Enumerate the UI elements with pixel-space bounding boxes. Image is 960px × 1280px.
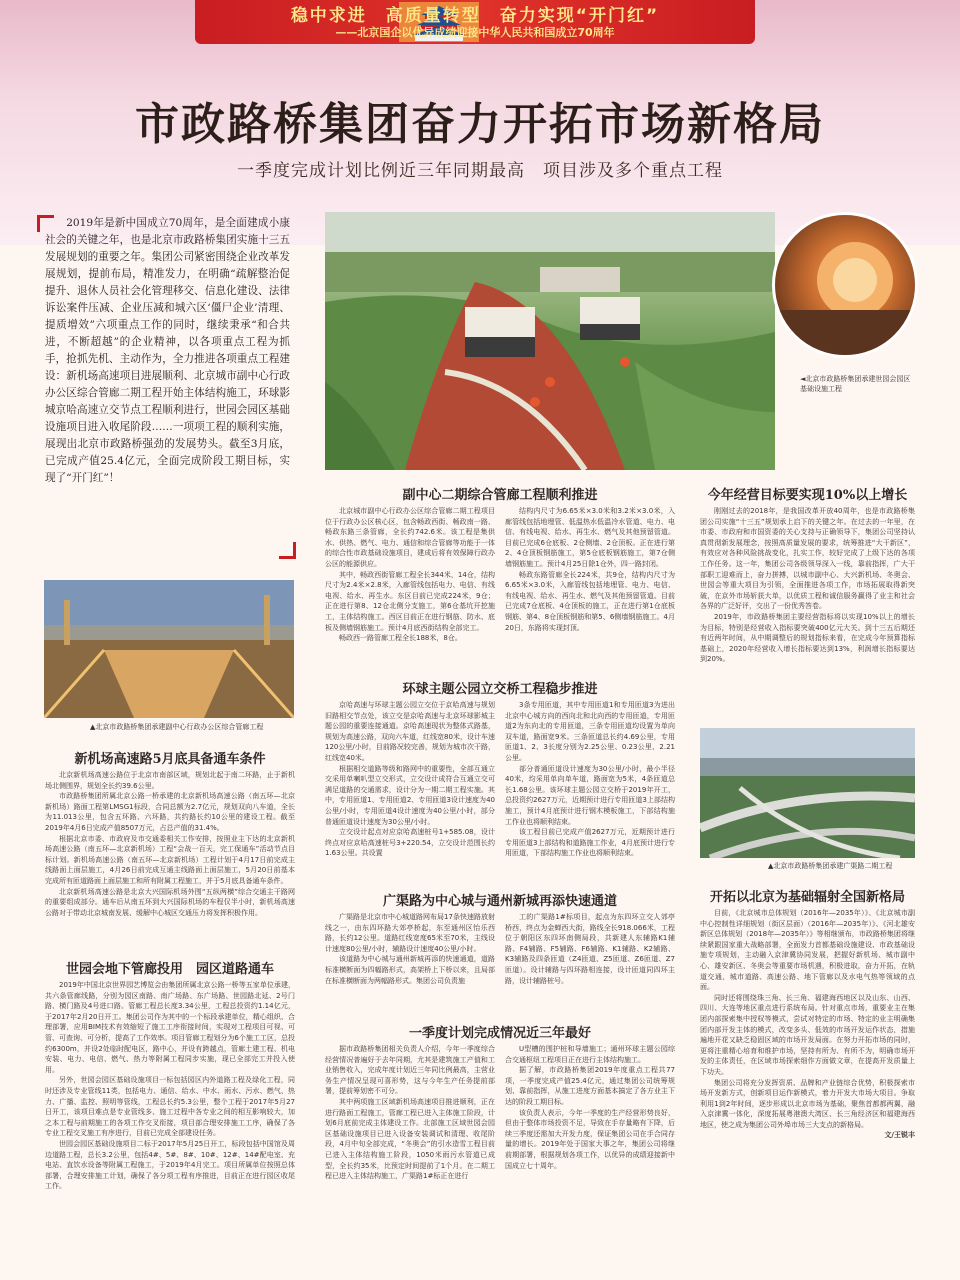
paragraph: 立交设计起点对应京哈高速桩号1+585.08，设计终点对应京哈高速桩号3+220.54，立交设计范围长约1.63公里。共设置 bbox=[325, 828, 495, 858]
quote-open-mark bbox=[37, 215, 54, 232]
section-body-growth bbox=[700, 506, 915, 721]
caption-circle-photo: ◄北京市政路桥集团承建世园会园区基础设施工程 bbox=[800, 375, 911, 393]
section-body-guangqu bbox=[325, 912, 495, 1012]
author-byline: 文/王锐丰 bbox=[884, 1131, 915, 1140]
section-title-pipe: 副中心二期综合管廊工程顺利推进 bbox=[402, 488, 598, 503]
caption-bridge-photo: ▲北京市政路桥集团承建广渠路二期工程 bbox=[768, 862, 893, 870]
paragraph: 畅政东路管廊全长224米，共9仓，结构内尺寸为6.65米×3.0米，入廊管线包括地埋管、电力、电信、有线电视、给水、再生水、燃气及其他预留管道。目前已完成7仓底板、4仓顶板的施工，正在进行第1仓底板钢筋、第4、8仓顶板钢筋和第5、6侧墙钢筋施工。4月20日，东路将实现封顶。 bbox=[505, 570, 675, 632]
pipe-gallery-illustration bbox=[775, 215, 915, 355]
paragraph: 畅政西一路管廊工程全长188米，8仓。 bbox=[339, 634, 462, 643]
section-body-airport bbox=[45, 770, 295, 948]
section-body-park bbox=[325, 700, 495, 875]
paragraph: 该负责人表示，今年一季度的生产经营形势良好，但由于整体市场投资不足，导致在手存量略有下降，后续三季度还需加大开发力度，保证集团公司在手合同存量的增长。2019年处于国家大事之年，集团公司将继前期部署，根据规划各项工作，以优异的成绩迎接新中国成立七十周年。 bbox=[505, 1108, 675, 1170]
section-title-park: 环球主题公园立交桥工程稳步推进 bbox=[402, 682, 598, 697]
quote-close-mark bbox=[279, 542, 296, 559]
paragraph: 根据相交道路等级和路网中的重要性，全部互通立交采用单喇叭型立交形式，立交设计成符合互通立交可满足道路的交通需求，设计分为一期二期工程实施。其中，专用匝道1、专用匝道2、专用匝道3设计速度为40公里/小时，专用匝道4设计速度为40公里/小时，部分普通匝道设计速度为30公里/小时。 bbox=[325, 764, 495, 826]
paragraph: 部分普通匝道设计速度为30公里/小时，最小半径40米，均采用单向单车道，路面宽为5米，4条匝道总长1.68公里。该环球主题公园立交桥于2019年开工，总投资约2627万元，近期预计进行专用匝道3上部结构施工，预计4月底预计进行钢木模板施工，下部结构施工作业也将顺利结束。 bbox=[505, 764, 675, 826]
main-photo-road-paving bbox=[325, 212, 775, 470]
paragraph: 另外，世园会园区基础设施项目一标包括园区内外道路工程及绿化工程，同时还涉及专业管线11类，包括电力、通信、给水、中水、雨水、污水、燃气、热力、广播、监控、照明等管线，工程总长约5.3公里，整个工程于2017年5月27日开工，该项目难点是专业管线多、施工过程中各专业之间的相互影响较大，加之本工程与前期施工的各项工作交叉衔接，项目部合理安排施工工序，确保了各专业工程交叉施工有序进行，目前已完成全部建设任务。 bbox=[45, 1076, 295, 1138]
paragraph: 据了解，市政路桥集团2019年度重点工程共77项，一季度完成产值25.4亿元，通过集团公司统筹规划、靠前指挥，从施工进度方面基本搞定了各方业主下达的阶段工期目标。 bbox=[505, 1066, 675, 1106]
paragraph: 根据北京市委、市政府及市交通委相关工作安排，按照业主下达的北京新机场高速公路（南五环—北京新机场）工程“会战一百天，完工保通车”活动节点目标计划。新机场高速公路（南五环—北京新机场）工程计划于4月17日前完成主线路面上面层施工，4月26日前完成互通主线路面上面层施工，5月20日前基本完成所有匝道路面上面层施工和所有附属工程施工，并于5月底具备通车条件。 bbox=[45, 834, 295, 885]
section-body-radial bbox=[700, 908, 915, 1258]
tunnel-construction-illustration bbox=[44, 580, 294, 718]
section-body-pipe-cont bbox=[505, 506, 675, 686]
paragraph: 广渠路是北京市中心城道路网布局17条快速路放射线之一，由东四环路大郊亭桥起，东至通州区怡乐西路，长约12公里。道路红线宽度65米至70米，主线设计速度80公里/小时，辅路设计速度40公里/小时。 bbox=[325, 913, 495, 953]
paragraph: 北京新机场高速公路是北京大兴国际机场外围“五纵两横”综合交通主干路网的重要组成部分。通车后从南五环到大兴国际机场的车程仅半小时，新机场高速公路对于带动北京城南发展、缓解中心城区交通压力将发挥积极作用。 bbox=[45, 887, 295, 917]
paragraph: 京哈高速与环球主题公园立交位于京哈高速与规划旧路相交节点处，该立交是京哈高速与北京环球影城主题公园的重要连接通道。京哈高速现状为整体式路基，规划为高速公路，双向六车道，红线宽80米，设计车速120公里/小时，目前路况较完善，规划为城市次干路，红线宽40米。 bbox=[325, 701, 495, 762]
paragraph: 同时还将围绕珠三角、长三角、福建海西地区以及山东、山西、四川、大连等地区重点进行系统布局。针对重点市场，重要业主在集团内部探索集中授权等模式，尝试对特定的市场、特定的业主明确集团内部开发主体的模式，改变多头、低效的市场开发运作状态，措施遍地开花又缺乏稳固区域的市场开发局面。在努力开拓市场的同时，更将注重精心培育和维护市场，坚持有所为、有所不为，明确市场开发的主体责任，在区域市场探索细作方面做文章，在提高开发质量上下功夫。 bbox=[700, 993, 915, 1076]
page-subheadline: 一季度完成计划比例近三年同期最高 项目涉及多个重点工程 bbox=[237, 161, 723, 181]
paragraph: 3条专用匝道，其中专用匝道1和专用匝道3为进出北京中心城方向的西向北和北向西的专用匝道，专用匝道2为东向北的专用匝道，三条专用匝道均设置为单向双车道，路面宽9米。三条匝道总长约4.69公里，专用匝道1、2、3长度分别为2.25公里、0.23公里、2.21公里。 bbox=[505, 701, 675, 762]
paragraph: 目前，《北京城市总体规划（2016年—2035年）》、《北京城市副中心控制性详细规划（街区层面）（2016年—2035年）》、《河北雄安新区总体规划（2018年—2035年）》等相继颁布，市政路桥集团将继续紧跟国家重大战略部署，全面发力首都基础设施建设、市政基础设施专项规划，主动融入京津冀协同发展，把握好新机场、城市副中心、雄安新区、冬奥会等重要市场机遇，积极进取，奋力开拓，在轨道交通、城市道路、高速公路、地下管廊以及水电气热等领域的点面。 bbox=[700, 909, 915, 992]
section-title-growth: 今年经营目标要实现10%以上增长 bbox=[707, 488, 908, 503]
section-body-expo bbox=[45, 980, 295, 1260]
highway-interchange-illustration bbox=[700, 728, 915, 858]
caption-tunnel-photo: ▲北京市政路桥集团承建副中心行政办公区综合管廊工程 bbox=[90, 723, 264, 731]
section-body-quarter-cont bbox=[505, 1044, 675, 1254]
section-title-quarter: 一季度计划完成情况近三年最好 bbox=[408, 1026, 591, 1041]
road-paving-illustration bbox=[325, 212, 775, 470]
paragraph: 据市政路桥集团相关负责人介绍，今年一季度综合经营情况普遍好于去年同期，尤其是建筑施工产值和工业销售收入，完成年度计划近三年同比例最高，主营业务生产情况呈现可喜形势，这与今年生产任务提前部署，提前筹划密不可分。 bbox=[325, 1045, 495, 1096]
paragraph: 集团公司将充分发挥资质、品牌和产业链综合优势，积极探索市场开发新方式，创新项目运作新模式，着力开发大市场大项目。争取利用1到2年时间，逐步形成以北京市场为基础，聚焦首都都两翼，融入京津冀一体化，深度拓展粤港澳大湾区、长三角经济区和福建海西地区，使之成为集团公司外埠市场三大支点的新格局。 bbox=[700, 1078, 915, 1129]
banner-slogan: 稳中求进 高质量转型 奋力实现“开门红” bbox=[290, 6, 660, 26]
section-title-airport: 新机场高速路5月底具备通车条件 bbox=[74, 752, 266, 767]
paragraph: 世园会园区基础设施项目二标于2017年5月25日开工，标段包括中国馆及周边道路工程，总长3.2公里，包括4#、5#、8#、10#、12#、14#配电室、充电站、直饮水设备等附属工程施工，于2019年4月完工。项目所属单位按照总体部署，合理安排施工计划，确保了各分项工程有序推进，目前正在进行园区收尾工作。 bbox=[45, 1139, 295, 1191]
paragraph: 该道路为中心城与通州新城再添的快速通道，道路标准横断面为四幅路形式，高架桥上下桥以来，且局部在标准横断面为两幅路形式。集团公司负责施 bbox=[325, 955, 495, 985]
section-body-park-cont bbox=[505, 700, 675, 875]
paragraph: 结构内尺寸为6.65米×3.0米和3.2米×3.0米，入廊管线包括地埋管、低温热水低温冷水管道、电力、电信、有线电视、给水、再生水、燃气及其他预留管道。目前已完成6仓底板、2仓侧墙、2仓顶板。正在进行第2、4仓顶板钢筋施工，第5仓底板钢筋施工，第7仓侧墙钢筋施工。预计4月25日除1仓外，四一路封闭。 bbox=[505, 507, 675, 568]
section-title-guangqu: 广渠路为中心城与通州新城再添快速通道 bbox=[382, 894, 617, 909]
circle-photo-pipe-gallery bbox=[772, 212, 918, 358]
section-body-pipe bbox=[325, 506, 495, 686]
section-title-radial: 开拓以北京为基础辐射全国新格局 bbox=[709, 890, 905, 905]
section-body-quarter bbox=[325, 1044, 495, 1254]
paragraph: 市政路桥集团所属北京公路一桥承建的北京新机场高速公路（南五环—北京新机场）路面工程第LMSG1标段，合同总额为2.7亿元，规划双向八车道，全长为11.013公里，包含五环路、六环路，共约路长约10公里的建设工程。截至2019年4月6日完成产值8507万元，占总产值的31.4%。 bbox=[45, 792, 295, 832]
paragraph: 其中两项施工区域新机场高速项目推进顺利，正在进行路面工程施工，管廊工程已进入主体施工阶段，计划6月底前完成主体建设工作。北部施工区域世园会园区基础设施项目已进入设备安装调试和清理、收尾阶段，4月中旬全部完成，“冬奥会”的引水造雪工程目前已进入主体结构施工阶段，1050米雨污水管道已成型，全长约35米，比预定时间提前了1个月。在二期工程已进入主体结构施工，广渠路1#标正在进行 bbox=[325, 1097, 495, 1181]
paragraph: 2019年，市政路桥集团主要经营指标将以实现10%以上的增长为目标，特别是经营收入指标要突破400亿元大关。到十三五后期还有近两年时间，从中期调整后的规划指标来看，在完成今年预算指标基础上，2020年经营收入增长指标要达到13%，利润增长指标要达到20%。 bbox=[700, 612, 915, 664]
lead-text: 2019年是新中国成立70周年，是全面建成小康社会的关键之年，也是北京市政路桥集团实施十三五发展规划的重要之年。集团公司紧密围绕企业改革发展规划，提前布局，精准发力，在明确“疏解整治促提升、退休人员社会化管理移交、信息化建设、法律诉讼案件压减、企业压减和城六区‘僵尸企业’清理、提质增效”六项重点工作的同时，继续秉承“和合共进，不断超越”的企业精神，以各项重点工程为抓手，抢抓先机、主动作为，全力推进各项重点工程建设：新机场高速项目进展顺利、北京城市副中心行政办公区综合管廊二期工程开始主体结构施工，环球影城京哈高速立交节点工程顺利进行，世园会园区基础设施项目进入收尾阶段……一项项工程的顺利实施，展现出北京市政路桥强劲的发展势头。截至3月底，已完成产值25.4亿元，全面完成阶段工期目标，实现了“开门红”！ bbox=[45, 217, 290, 484]
paragraph: 2019年中国北京世界园艺博览会由集团所属北京公路一桥等五家单位承建，共六条管廊线路，分别为园区南路、南广场路、东广场路、世园路北延、2号门路、横门路及4号进口路。管廊工程总长度3.34公里，工程总投资约1.14亿元，于2017年2月20日开工。集团公司作为其中的一个标段承建单位，精心组织、合理部署，应用BIM技术有效缩短了施工工序衔接时间，实现对工程项目可视、可管、可查询、可分析，提高了工作效率。项目管廊工程划分为6个施工工区，总投约6300m，并设2处临时配电区，路中心，并设有跨越点，管廊土建工程、机电安装、电力、电信、燃气、热力等附属工程同步实施，现已全部完工并投入使用。 bbox=[45, 981, 295, 1074]
page-headline: 市政路桥集团奋力开拓市场新格局 bbox=[135, 99, 825, 150]
paragraph: 刚刚过去的2018年，是我国改革开放40周年，也是市政路桥集团公司实施“十三五”规划承上启下的关键之年。在过去的一年里，在市委、市政府和市国资委的关心支持与正确领导下，集团公司坚持认真贯彻新发展理念，按照高质量发展的要求，统筹推进“大干新区”，有效应对各种风险挑战变化，扎实工作，较好完成了上级下达的各项工作任务。这一年，集团公司各级领导深入一线，靠前指挥，广大干部职工迎难而上，奋力拼搏，以城市副中心、大兴新机场、冬奥会、世园会等重大项目为引领，全面推进各项工作，市场拓展取得新突破，在京外市场斩获大单，以优质工程和诚信服务赢得了业主和社会各界的广泛好评，交出了一份优秀答卷。 bbox=[700, 507, 915, 611]
paragraph: 其中，畅政西街管廊工程全长344米，14仓，结构尺寸为2.4米×2.8米，入廊管线包括电力、电信、有线电视、给水、再生水。东区目前已完成224米，9仓；正在进行第8、12仓北侧分支施工，第6仓基坑开挖施工，主体结构施工。西区目前正在进行钢筋、防水、底板及侧墙钢筋施工。预计4月底西街结构全部完工。 bbox=[325, 570, 495, 632]
paragraph: 该工程目前已完成产值2627万元，近期预计进行专用匝道3上部结构和道路施工作业，4月底预计进行专用匝道，下部结构施工作业也将顺利结束。 bbox=[505, 828, 675, 858]
paragraph: 工的广渠路1#标项目，起点为东四环立交人郊亭桥西，终点为金蝉西大街，路线全长918.066米，工程位于朝阳区东四环南侧局段，共新建人东辅路K1辅路、F4辅路、F5辅路、F6辅路、K1辅路、K2辅路、K3辅路及四条匝道（Z4匝道、Z5匝道、Z6匝道、Z7匝道）。设计辅路与四环路相连接，设计匝道同四环主路，设计辅路桩号。 bbox=[505, 913, 675, 985]
photo-guangqu-road bbox=[700, 728, 915, 858]
paragraph: 北京城市副中心行政办公区综合管廊二期工程项目位于行政办公区核心区，包含畅政西街、畅政南一路、畅政东路三条管廊，全长约742.6米。该工程是集供水、供热、燃气、电力、通信和综合管廊等功能于一体的综合性市政基础设施项目，建成后将有效保障行政办公区的能源供应。 bbox=[325, 507, 495, 568]
lead-paragraph bbox=[45, 215, 290, 555]
section-title-expo: 世园会地下管廊投用 园区道路通车 bbox=[65, 962, 274, 977]
top-banner bbox=[195, 0, 755, 44]
paragraph: 北京新机场高速公路位于北京市南部区域，规划北起于南二环路，止于新机场北侧围界，规划全长约39.6公里。 bbox=[45, 771, 295, 790]
section-body-guangqu-cont bbox=[505, 912, 675, 1012]
photo-pipe-gallery-construction bbox=[44, 580, 294, 718]
banner-subtitle: ——北京国企以优异成绩迎接中华人民共和国成立70周年 bbox=[335, 26, 615, 39]
paragraph: U型槽的围护桩和导墙施工；通州环球主题公园综合交通枢纽工程项目正在进行主体结构施工。 bbox=[505, 1045, 675, 1064]
